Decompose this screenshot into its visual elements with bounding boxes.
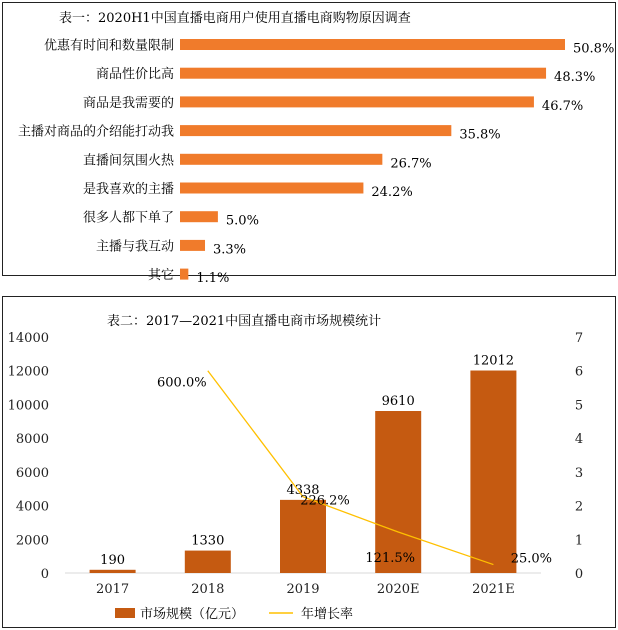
legend-line-label: 年增长率 — [301, 607, 354, 622]
value-label: 5.0% — [225, 213, 259, 229]
y2-tick-label: 4 — [574, 432, 584, 448]
y2-tick-label: 0 — [574, 567, 584, 582]
market-size-bar — [90, 570, 136, 573]
value-label: 24.2% — [371, 185, 413, 200]
growth-value-label: 121.5% — [365, 551, 415, 567]
legend-bar-swatch — [115, 608, 135, 618]
bar-value-label: 4338 — [286, 482, 320, 498]
x-tick-label: 2019 — [286, 582, 320, 597]
growth-rate-line — [208, 371, 494, 565]
category-label: 商品是我需要的 — [82, 95, 174, 111]
market-size-bar — [470, 371, 516, 573]
bar — [180, 183, 363, 194]
market-size-bar — [185, 551, 231, 573]
bar — [180, 96, 534, 107]
legend-bar-label: 市场规模（亿元） — [140, 607, 245, 622]
y-tick-label: 0 — [40, 567, 49, 582]
y-tick-label: 12000 — [7, 364, 49, 380]
growth-value-label: 226.2% — [300, 493, 350, 509]
category-label: 商品性价比高 — [95, 67, 174, 83]
market-chart-title: 表二：2017—2021中国直播电商市场规模统计 — [107, 314, 382, 329]
bar — [180, 39, 565, 50]
market-size-bar — [375, 411, 421, 573]
bar-value-label: 12012 — [472, 353, 515, 369]
y-tick-label: 10000 — [7, 398, 49, 414]
market-size-bar — [280, 500, 326, 573]
value-label: 26.7% — [390, 156, 432, 172]
reasons-chart-panel — [2, 2, 616, 287]
growth-value-label: 600.0% — [157, 375, 207, 391]
market-size-chart — [3, 297, 617, 629]
bar-value-label: 9610 — [381, 394, 415, 410]
y-tick-label: 2000 — [15, 533, 49, 549]
x-tick-label: 2020E — [376, 582, 420, 597]
bar — [180, 68, 546, 79]
category-label: 很多人都下单了 — [82, 210, 174, 226]
bar — [180, 154, 382, 165]
x-tick-label: 2018 — [191, 582, 225, 597]
category-label: 主播对商品的介绍能打动我 — [17, 124, 174, 140]
y2-tick-label: 3 — [574, 465, 584, 481]
y2-tick-label: 5 — [574, 398, 584, 414]
value-label: 1.1% — [196, 271, 230, 287]
x-tick-label: 2017 — [96, 582, 130, 597]
category-label: 主播与我互动 — [95, 239, 174, 255]
reasons-bar-chart — [3, 3, 617, 287]
y-tick-label: 14000 — [7, 331, 49, 346]
market-chart-panel — [2, 296, 616, 628]
category-label: 直播间氛围火热 — [82, 153, 174, 169]
value-label: 50.8% — [573, 41, 615, 57]
y2-tick-label: 6 — [574, 364, 584, 380]
category-label: 是我喜欢的主播 — [82, 182, 174, 197]
y-tick-label: 6000 — [15, 465, 49, 481]
y2-tick-label: 1 — [574, 533, 584, 549]
y-tick-label: 8000 — [15, 432, 49, 448]
value-label: 46.7% — [541, 98, 584, 114]
growth-value-label: 25.0% — [510, 551, 553, 567]
y2-tick-label: 2 — [574, 499, 584, 515]
category-label: 优惠有时间和数量限制 — [43, 38, 174, 54]
bar — [180, 211, 218, 222]
reasons-chart-title: 表一：2020H1中国直播电商用户使用直播电商购物原因调查 — [59, 11, 411, 26]
x-tick-label: 2021E — [472, 582, 515, 597]
bar — [180, 125, 451, 136]
y-tick-label: 4000 — [15, 499, 49, 515]
value-label: 48.3% — [554, 70, 596, 86]
category-label: 其它 — [147, 268, 174, 284]
value-label: 3.3% — [213, 242, 247, 258]
y2-tick-label: 7 — [574, 331, 584, 346]
bar-value-label: 190 — [100, 552, 126, 568]
bar — [180, 240, 205, 251]
bar — [180, 269, 188, 280]
bar-value-label: 1330 — [191, 533, 225, 549]
value-label: 35.8% — [459, 127, 501, 143]
